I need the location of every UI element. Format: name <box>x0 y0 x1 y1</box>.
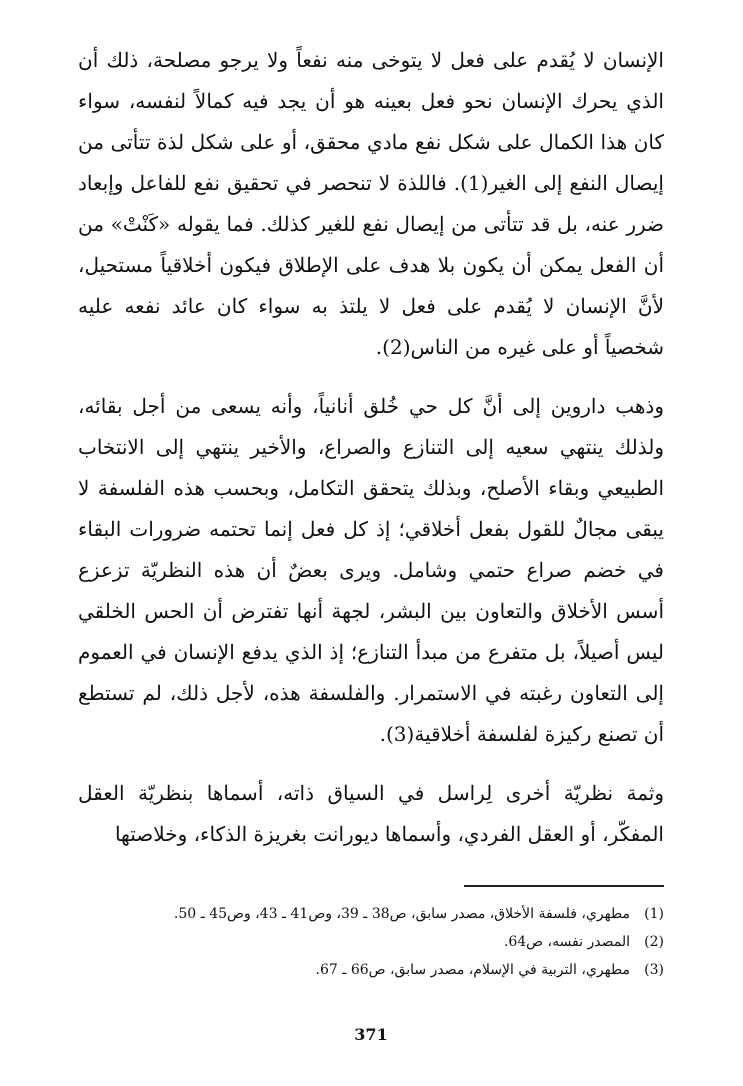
footnote-text: مطهري، التربية في الإسلام، مصدر سابق، ص66 ـ 67. <box>315 962 630 978</box>
page-number: 371 <box>354 1025 388 1044</box>
footnote <box>78 928 664 956</box>
paragraph: الإنسان لا يُقدم على فعل لا يتوخى منه نفعاً ولا يرجو مصلحة، ذلك أن الذي يحرك الإنسان نحو فعل بعينه هو أن يجد فيه كمالاً لنفسه، سواء كان هذا الكمال على شكل نفع مادي محقق، أو على شكل لذة تتأتى من إيصال النفع إلى الغير(1). فاللذة لا تنحصر في تحقيق نفع للفاعل وإبعاد ضرر عنه، بل قد تتأتى من إيصال نفع للغير كذلك. فما يقوله «كَنْتْ» من أن الفعل يمكن أن يكون بلا هدف على الإطلاق فيكون أخلاقياً مستحيل، لأنَّ الإنسان لا يُقدم على فعل لا يلتذ به سواء كان عائد نفعه عليه شخصياً أو على غيره من الناس(2). <box>78 48 664 359</box>
paragraph: وثمة نظريّة أخرى لِراسل في السياق ذاته، أسماها بنظريّة العقل المفكّر، أو العقل الفردي، وأسماها ديورانت بغريزة الذكاء، وخلاصتها <box>78 781 664 846</box>
book-page <box>78 40 664 1060</box>
footnote <box>78 956 664 984</box>
footnote <box>78 900 664 928</box>
footnote-divider <box>464 885 664 887</box>
footnote-number: (3) <box>644 962 664 978</box>
body-text <box>78 40 664 855</box>
footnotes-list <box>78 900 664 984</box>
paragraph: وذهب داروين إلى أنَّ كل حي خُلق أنانياً، وأنه يسعى من أجل بقائه، ولذلك ينتهي سعيه إلى التنازع والصراع، والأخير ينتهي إلى الانتخاب الطبيعي وبقاء الأصلح، وبذلك يتحقق التكامل، وبحسب هذه الفلسفة لا يبقى مجالٌ للقول بفعل أخلاقي؛ إذ كل فعل إنما تحتمه ضرورات البقاء في خضم صراع حتمي وشامل. ويرى بعضٌ أن هذه النظريّة تزعزع أسس الأخلاق والتعاون بين البشر، لجهة أنها تفترض أن الحس الخلقي ليس أصيلاً، بل متفرع من مبدأ التنازع؛ إذ الذي يدفع الإنسان في العموم إلى التعاون رغبته في الاستمرار. والفلسفة هذه، لأجل ذلك، لم تستطع أن تصنع ركيزة لفلسفة أخلاقية(3). <box>78 394 664 746</box>
footnote-number: (1) <box>644 906 664 922</box>
footnote-text: المصدر نفسه، ص64. <box>503 934 630 950</box>
footnote-text: مطهري، فلسفة الأخلاق، مصدر سابق، ص38 ـ 39، وص41 ـ 43، وص45 ـ 50. <box>173 906 630 922</box>
footnote-number: (2) <box>644 934 664 950</box>
